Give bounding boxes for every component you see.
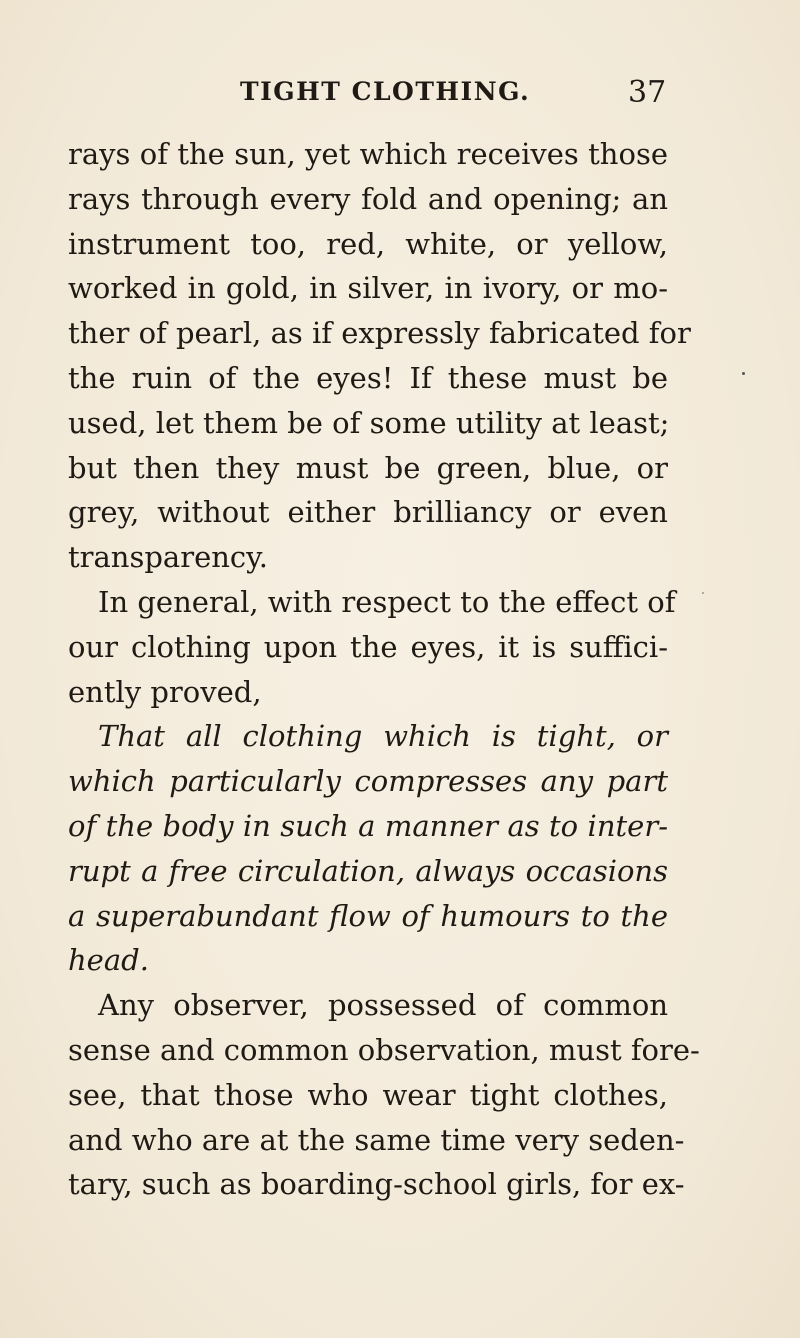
italic-line: which particularly compresses any part bbox=[68, 764, 668, 799]
text-line: and who are at the same time very seden- bbox=[68, 1122, 685, 1157]
text-line: see, that those who wear tight clothes, bbox=[68, 1077, 668, 1112]
text-line: rays of the sun, yet which receives those bbox=[68, 137, 668, 171]
text-line: sense and common observation, must fore- bbox=[68, 1032, 700, 1067]
paper-speck bbox=[742, 372, 745, 375]
text-line: Any observer, possessed of common bbox=[98, 988, 668, 1023]
text-line: used, let them be of some utility at least; bbox=[68, 405, 670, 440]
text-line: rays through every fold and opening; an bbox=[68, 181, 668, 216]
italic-line: That all clothing which is tight, or bbox=[98, 719, 668, 754]
page-number: 37 bbox=[628, 75, 667, 110]
running-head: TIGHT CLOTHING. bbox=[240, 77, 531, 106]
italic-line: of the body in such a manner as to inter- bbox=[68, 808, 668, 843]
text-line: ther of pearl, as if expressly fabricated for bbox=[68, 316, 691, 351]
paper-speck bbox=[702, 592, 704, 594]
text-line: worked in gold, in silver, in ivory, or mo- bbox=[68, 271, 668, 306]
text-line: ently proved, bbox=[68, 674, 262, 709]
italic-line: a superabundant flow of humours to the bbox=[68, 898, 668, 933]
text-line: the ruin of the eyes! If these must be bbox=[68, 360, 668, 395]
text-line: instrument too, red, white, or yellow, bbox=[68, 226, 668, 261]
italic-line: rupt a free circulation, always occasions bbox=[68, 853, 668, 888]
text-line: In general, with respect to the effect of bbox=[98, 584, 676, 619]
body-text bbox=[68, 132, 700, 1207]
text-line: transparency. bbox=[68, 540, 268, 575]
text-line: tary, such as boarding-school girls, for ex- bbox=[68, 1167, 685, 1202]
page-header bbox=[0, 75, 800, 115]
italic-line: head. bbox=[68, 943, 149, 978]
text-line: grey, without either brilliancy or even bbox=[68, 495, 668, 530]
text-line: our clothing upon the eyes, it is suffici- bbox=[68, 629, 668, 664]
text-line: but then they must be green, blue, or bbox=[68, 450, 668, 485]
